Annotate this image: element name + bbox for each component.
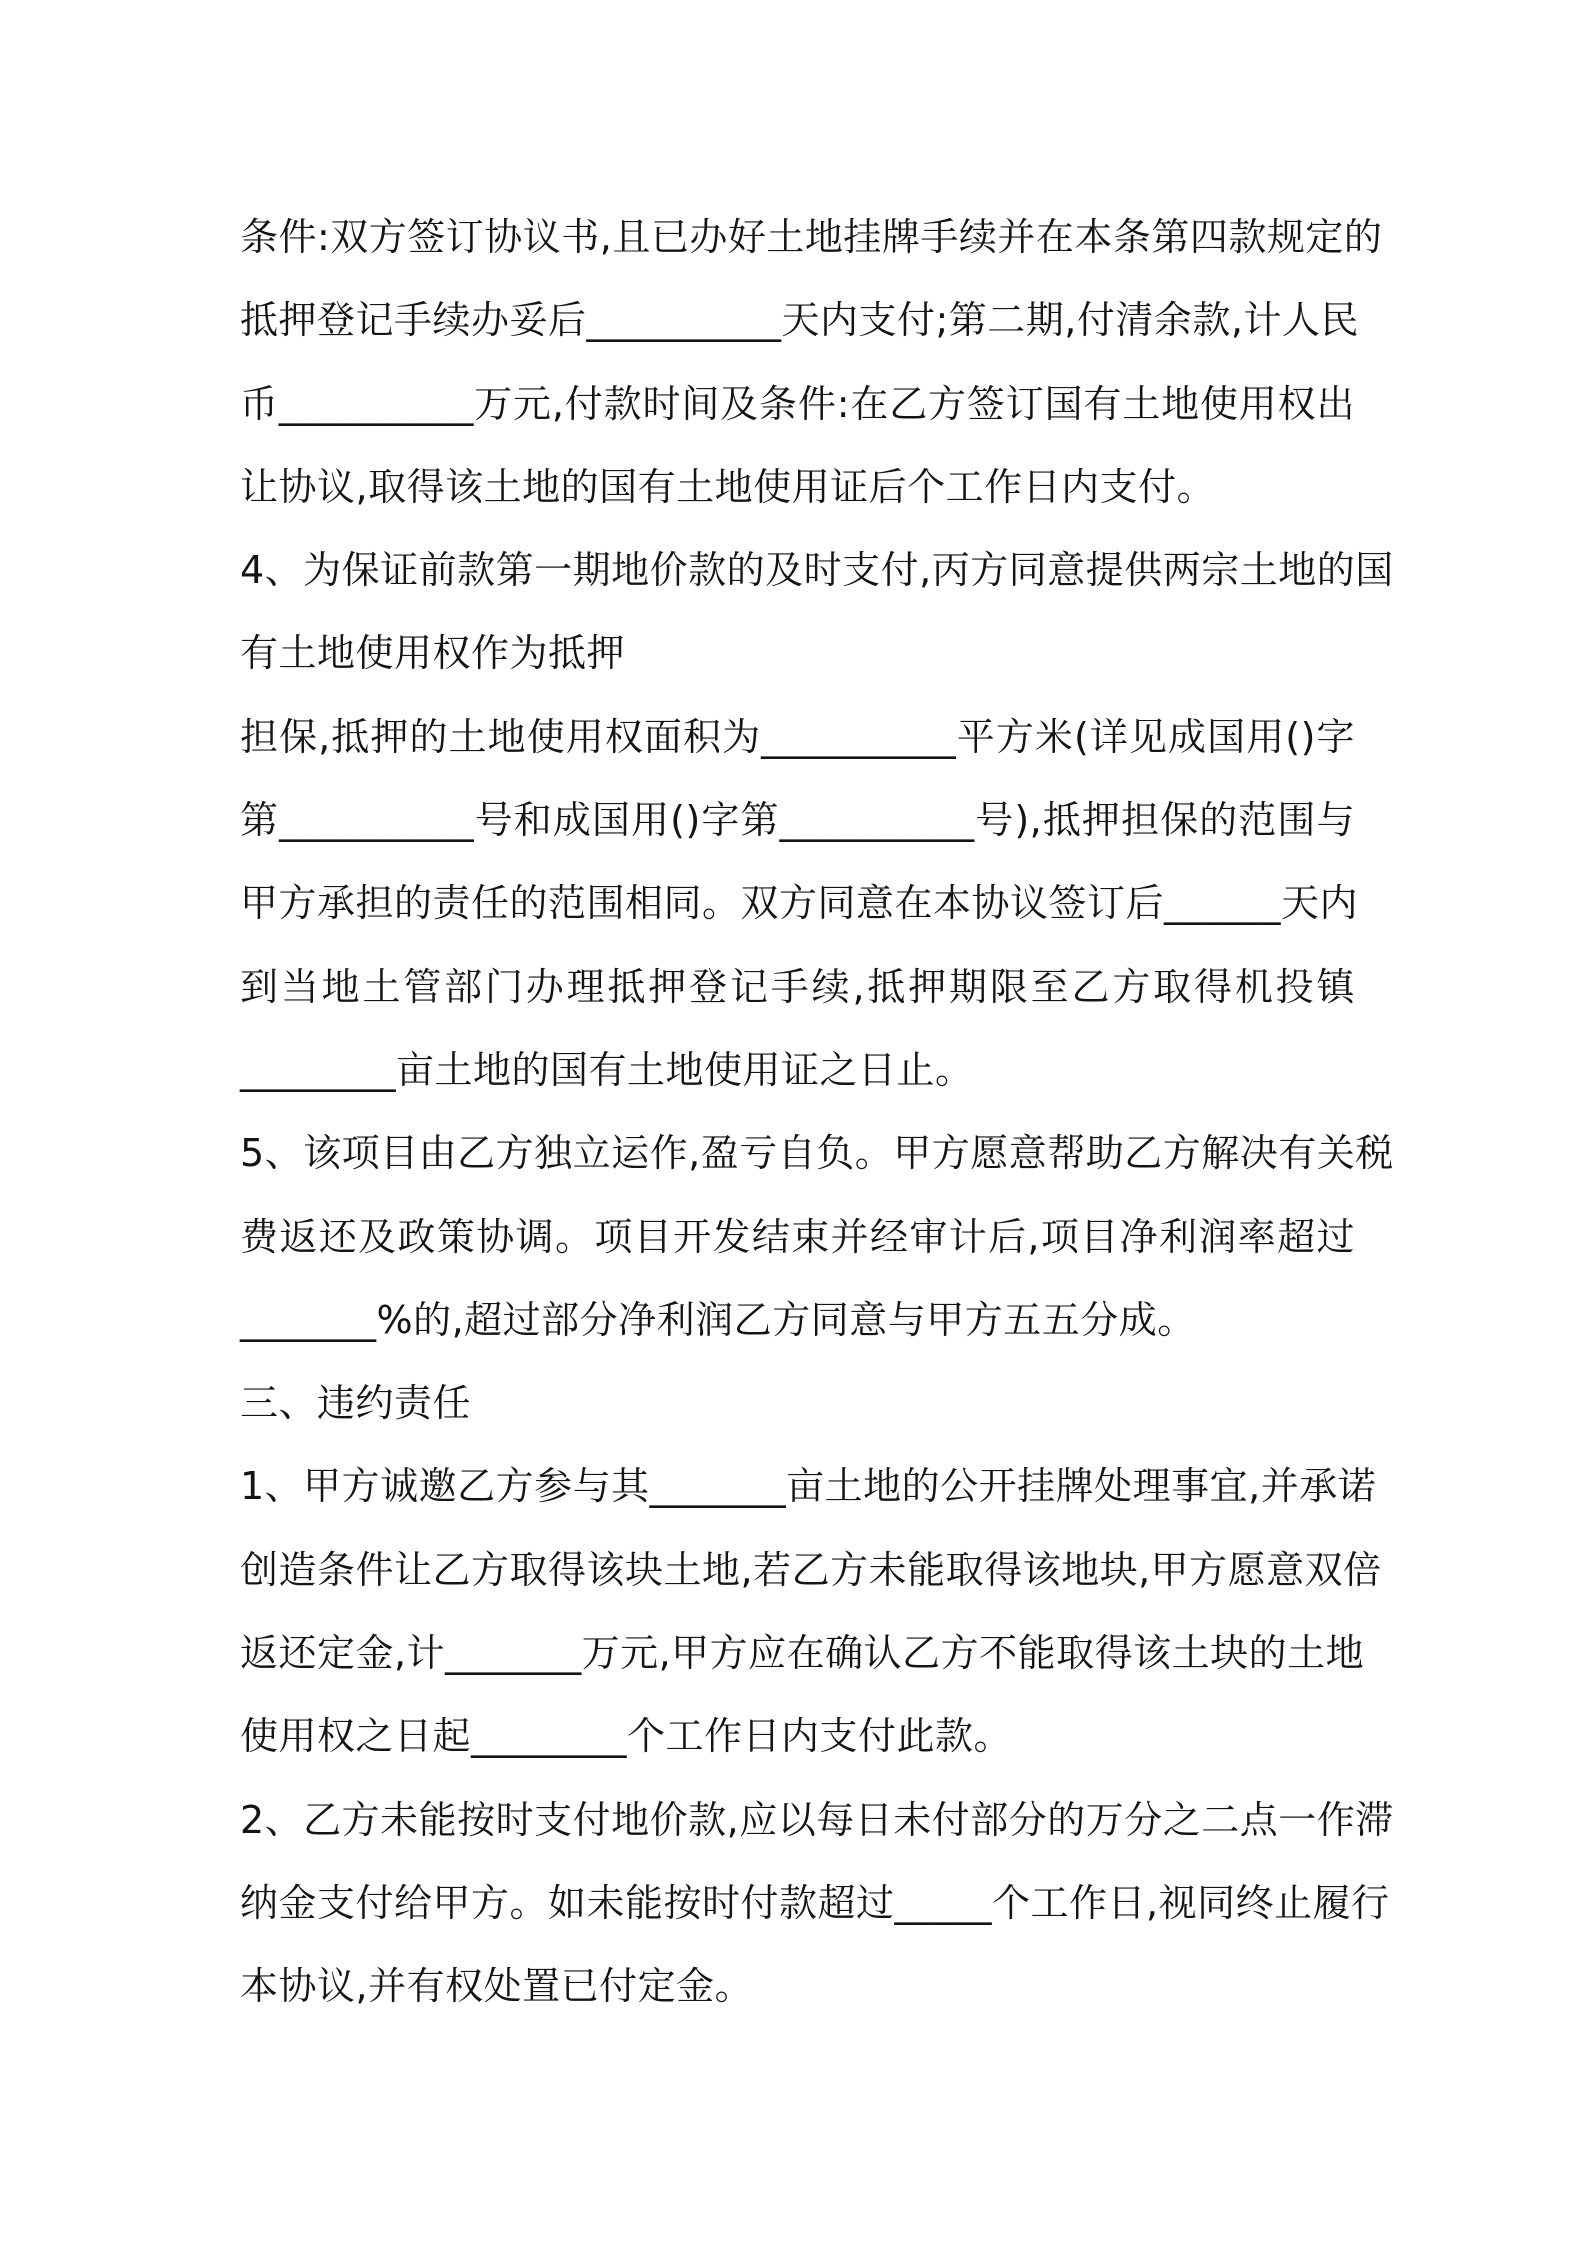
text-line: 5、该项目由乙方独立运作,盈亏自负。甲方愿意帮助乙方解决有关税 — [240, 1131, 1394, 1176]
text-line: 币__________万元,付款时间及条件:在乙方签订国有土地使用权出 — [240, 381, 1355, 426]
text-line: 有土地使用权作为抵押 — [240, 631, 626, 676]
section-heading: 三、违约责任 — [240, 1381, 472, 1426]
text-line: 返还定金,计_______万元,甲方应在确认乙方不能取得该土块的土地 — [240, 1631, 1365, 1676]
text-line: 甲方承担的责任的范围相同。双方同意在本协议签订后______天内 — [240, 881, 1359, 926]
text-line: 到当地土管部门办理抵押登记手续,抵押期限至乙方取得机投镇 — [240, 964, 1355, 1009]
text-line: 第__________号和成国用()字第__________号),抵押担保的范围与 — [240, 798, 1355, 843]
text-line: 条件:双方签订协议书,且已办好土地挂牌手续并在本条第四款规定的 — [240, 215, 1383, 259]
text-line: 4、为保证前款第一期地价款的及时支付,丙方同意提供两宗土地的国 — [240, 548, 1394, 593]
text-line: 2、乙方未能按时支付地价款,应以每日未付部分的万分之二点一作滞 — [240, 1797, 1394, 1842]
text-line: 1、甲方诚邀乙方参与其_______亩土地的公开挂牌处理事宜,并承诺 — [240, 1464, 1377, 1509]
text-line: 担保,抵押的土地使用权面积为__________平方米(详见成国用()字 — [240, 714, 1355, 759]
text-line: 让协议,取得该土地的国有土地使用证后个工作日内支付。 — [240, 464, 1216, 509]
text-line: 费返还及政策协调。项目开发结束并经审计后,项目净利润率超过 — [240, 1214, 1355, 1259]
text-line: 本协议,并有权处置已付定金。 — [240, 1964, 754, 2009]
text-line: 创造条件让乙方取得该块土地,若乙方未能取得该地块,甲方愿意双倍 — [240, 1547, 1382, 1592]
text-line: 使用权之日起________个工作日内支付此款。 — [240, 1714, 1013, 1759]
text-line: _______%的,超过部分净利润乙方同意与甲方五五分成。 — [240, 1297, 1196, 1342]
text-line: 抵押登记手续办妥后__________天内支付;第二期,付清余款,计人民 — [240, 298, 1359, 343]
text-line: 纳金支付给甲方。如未能按时付款超过_____个工作日,视同终止履行 — [240, 1880, 1390, 1925]
text-line: ________亩土地的国有土地使用证之日止。 — [240, 1047, 974, 1092]
document-body — [240, 196, 1394, 2029]
